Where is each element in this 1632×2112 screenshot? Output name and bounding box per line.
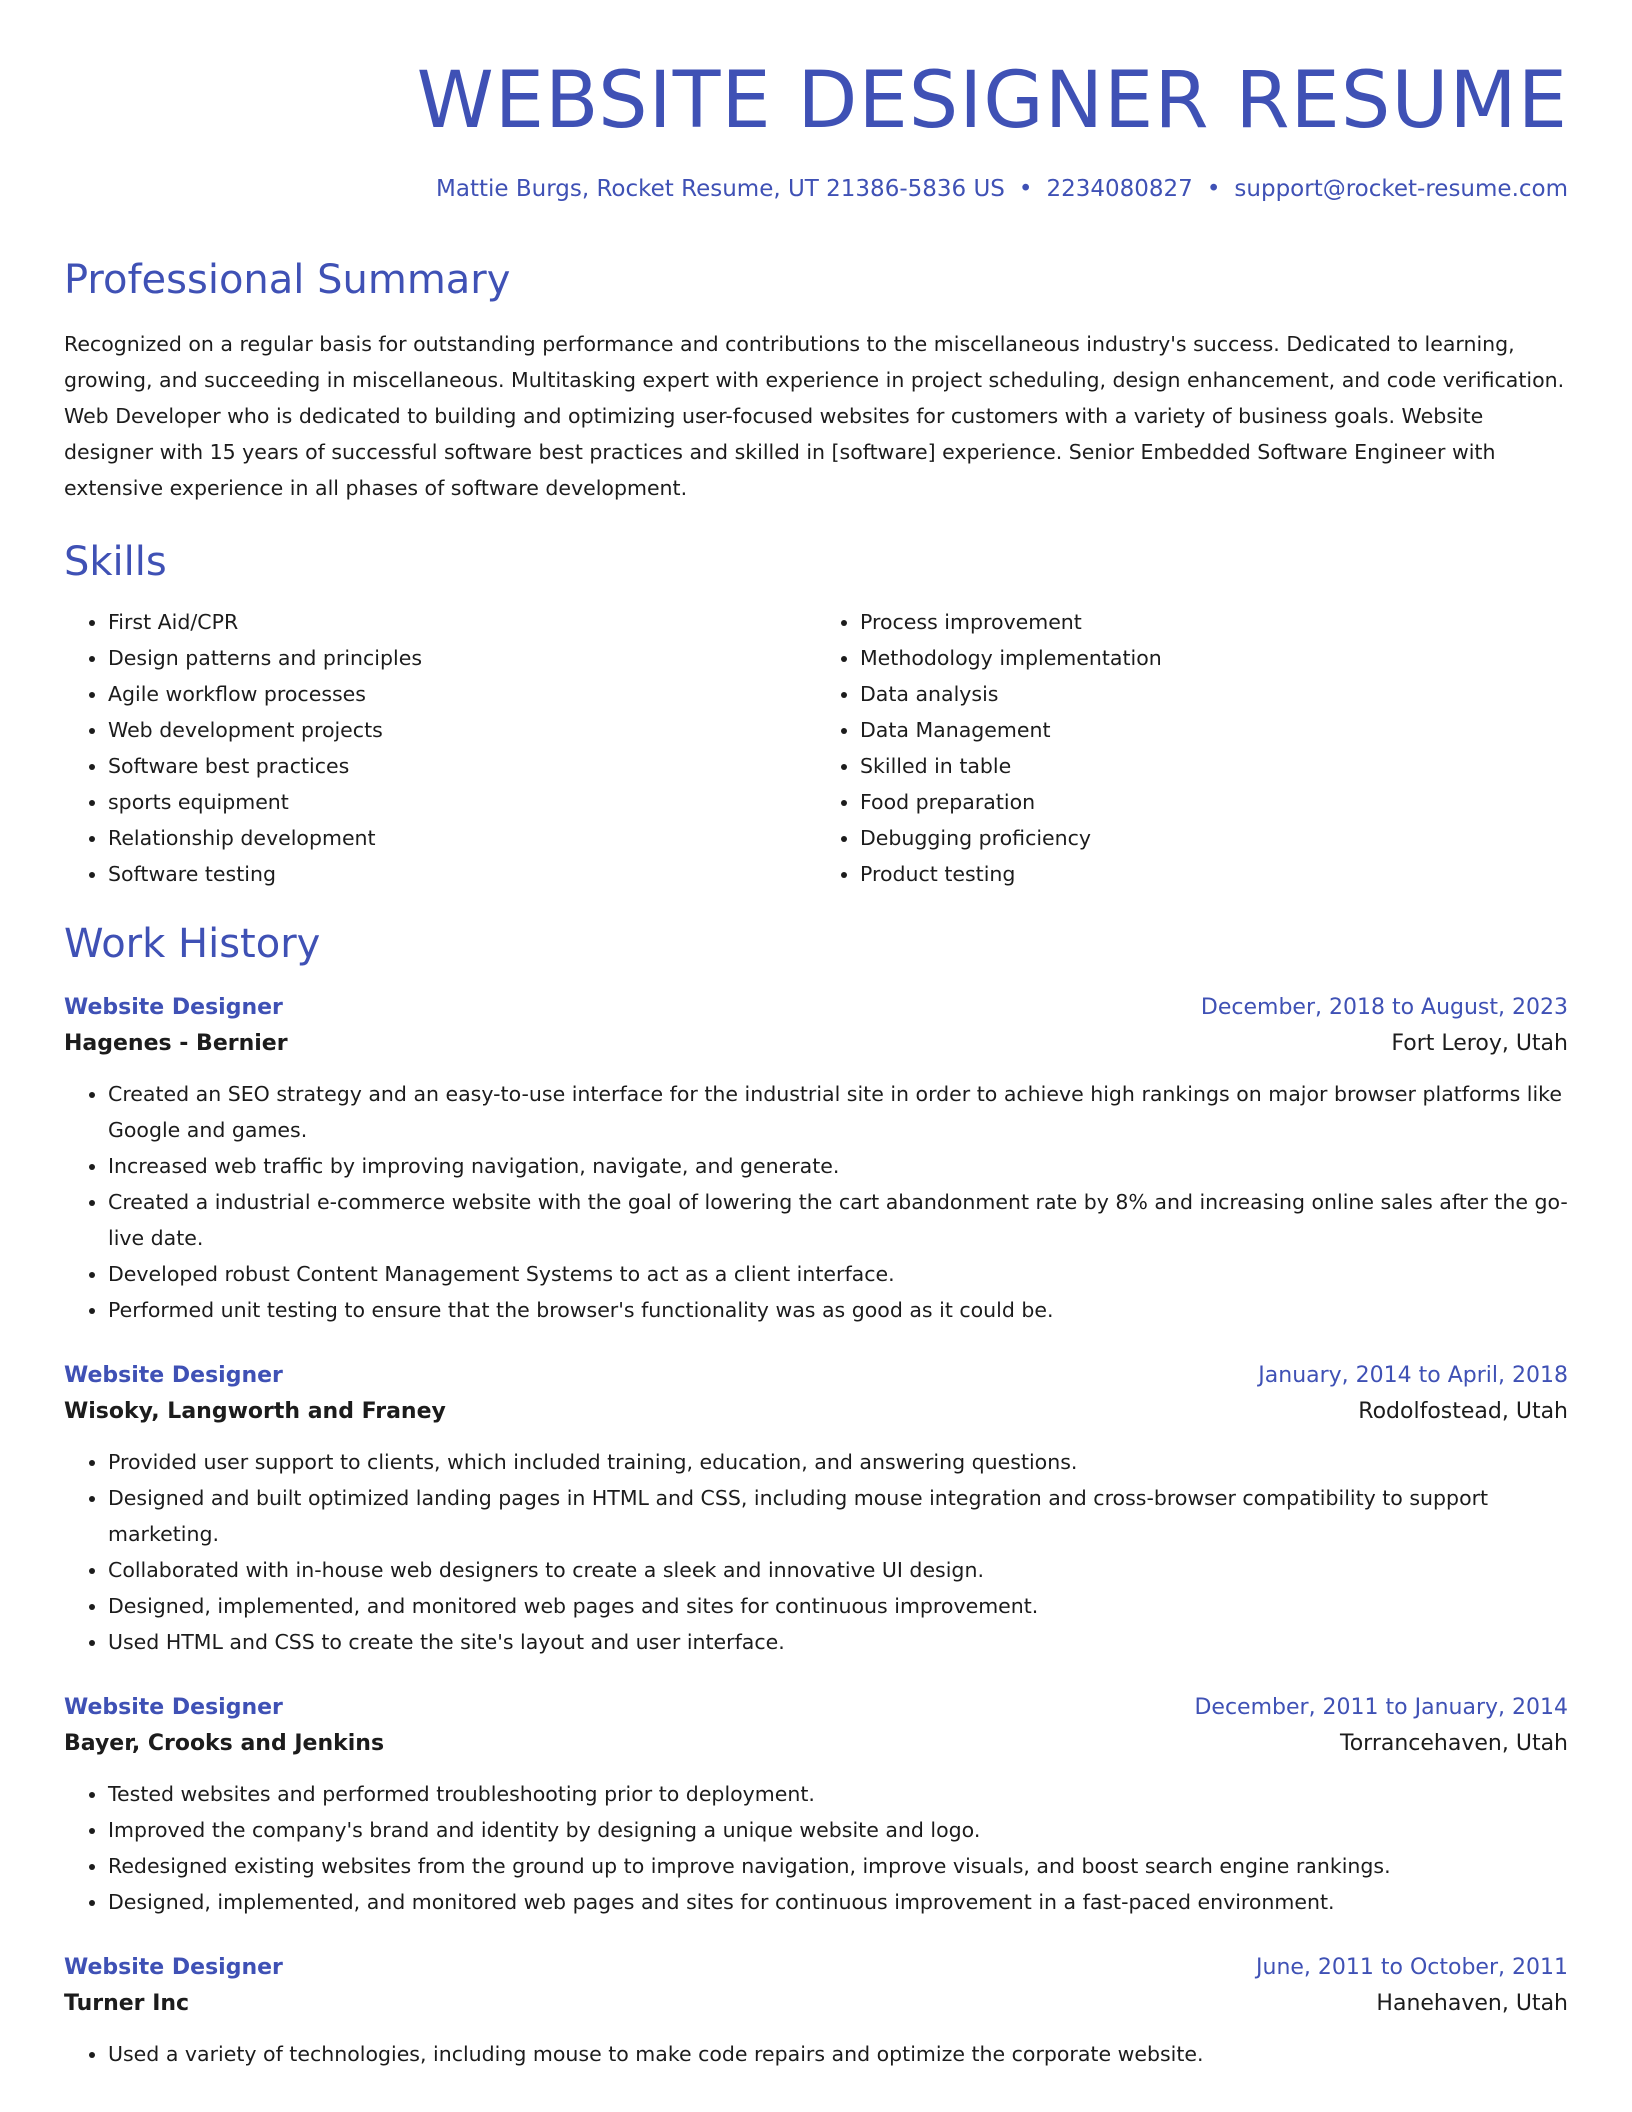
contact-line [64, 176, 1568, 204]
skills-heading: Skills [64, 538, 167, 585]
resume-title: WEBSITE DESIGNER RESUME [416, 56, 1568, 146]
skill-item: • Web development projects [108, 712, 816, 748]
job-company-row [64, 1394, 1568, 1430]
job-entry [64, 990, 1568, 1328]
job-bullets [64, 1444, 1568, 1660]
job-company: Wisoky, Langworth and Franey [64, 1398, 446, 1424]
separator-dot: • [1206, 176, 1221, 202]
job-bullet: • Designed, implemented, and monitored web pages and sites for continuous improvement. [108, 1588, 1568, 1624]
skill-item: • Software best practices [108, 748, 816, 784]
job-bullets [64, 1776, 1568, 1920]
job-header-row [64, 1950, 1568, 1986]
contact-phone: 2234080827 [1046, 176, 1193, 202]
contact-address: Mattie Burgs, Rocket Resume, UT 21386-5836 US [436, 176, 1005, 202]
job-bullet: • Collaborated with in-house web designers to create a sleek and innovative UI design. [108, 1552, 1568, 1588]
job-dates: December, 2018 to August, 2023 [1200, 994, 1568, 1020]
contact-email: support@rocket-resume.com [1234, 176, 1568, 202]
skill-item: • Food preparation [860, 784, 1568, 820]
job-bullet: • Performed unit testing to ensure that the browser's functionality was as good as it could be. [108, 1292, 1568, 1328]
job-dates: January, 2014 to April, 2018 [1258, 1362, 1568, 1388]
job-bullet: • Designed, implemented, and monitored web pages and sites for continuous improvement in a fast-paced environment. [108, 1884, 1568, 1920]
skill-item: • sports equipment [108, 784, 816, 820]
job-title: Website Designer [64, 994, 283, 1020]
job-bullets [64, 2036, 1568, 2072]
skill-item: • First Aid/CPR [108, 604, 816, 640]
job-location: Torrancehaven, Utah [1340, 1730, 1568, 1756]
job-company: Bayer, Crooks and Jenkins [64, 1730, 385, 1756]
summary-text: Recognized on a regular basis for outstanding performance and contributions to the miscellaneous industry's success. Dedicated to learning, growing, and succeeding in miscellaneous. Multitasking expert with experience in project scheduling, design enhancement, and code verification. Web Developer who is dedicated to building and optimizing user-focused websites for customers with a variety of business goals. Website designer with 15 years of successful software best practices and skilled in [software] experience. Senior Embedded Software Engineer with extensive experience in all phases of software development. [64, 331, 1565, 500]
skill-item: • Debugging proficiency [860, 820, 1568, 856]
job-bullet: • Redesigned existing websites from the ground up to improve navigation, improve visuals, and boost search engine rankings. [108, 1848, 1568, 1884]
job-company-row [64, 1726, 1568, 1762]
job-company-row [64, 1026, 1568, 1062]
skills-column-right [816, 604, 1568, 892]
job-bullet: • Provided user support to clients, which included training, education, and answering questions. [108, 1444, 1568, 1480]
skill-item: • Data analysis [860, 676, 1568, 712]
job-location: Hanehaven, Utah [1376, 1990, 1568, 2016]
skill-item: • Skilled in table [860, 748, 1568, 784]
job-company-row [64, 1986, 1568, 2022]
skills-list [64, 604, 1568, 892]
work-history-heading: Work History [64, 920, 321, 967]
skill-item: • Relationship development [108, 820, 816, 856]
job-entry [64, 1950, 1568, 2072]
separator-dot: • [1018, 176, 1033, 202]
job-bullet: • Developed robust Content Management Systems to act as a client interface. [108, 1256, 1568, 1292]
skill-item: • Product testing [860, 856, 1568, 892]
job-header-row [64, 1358, 1568, 1394]
job-bullet: • Tested websites and performed troubleshooting prior to deployment. [108, 1776, 1568, 1812]
job-bullet: • Created an SEO strategy and an easy-to-use interface for the industrial site in order to achieve high rankings on major browser platforms like Google and games. [108, 1076, 1568, 1148]
job-bullet: • Used a variety of technologies, including mouse to make code repairs and optimize the corporate website. [108, 2036, 1568, 2072]
skill-item: • Methodology implementation [860, 640, 1568, 676]
job-bullet: • Created a industrial e-commerce website with the goal of lowering the cart abandonment rate by 8% and increasing online sales after the go-live date. [108, 1184, 1568, 1256]
job-title: Website Designer [64, 1362, 283, 1388]
skill-item: • Agile workflow processes [108, 676, 816, 712]
job-company: Hagenes - Bernier [64, 1030, 288, 1056]
skill-item: • Software testing [108, 856, 816, 892]
job-entry [64, 1358, 1568, 1660]
job-bullet: • Used HTML and CSS to create the site's layout and user interface. [108, 1624, 1568, 1660]
skills-column-left [64, 604, 816, 892]
job-location: Rodolfostead, Utah [1358, 1398, 1568, 1424]
summary-heading: Professional Summary [64, 256, 511, 303]
job-header-row [64, 990, 1568, 1026]
skill-item: • Data Management [860, 712, 1568, 748]
job-bullet: • Improved the company's brand and identity by designing a unique website and logo. [108, 1812, 1568, 1848]
job-bullet: • Increased web traffic by improving navigation, navigate, and generate. [108, 1148, 1568, 1184]
skill-item: • Design patterns and principles [108, 640, 816, 676]
job-header-row [64, 1690, 1568, 1726]
job-dates: June, 2011 to October, 2011 [1256, 1954, 1568, 1980]
skill-item: • Process improvement [860, 604, 1568, 640]
job-entry [64, 1690, 1568, 1920]
job-title: Website Designer [64, 1954, 283, 1980]
job-bullets [64, 1076, 1568, 1328]
job-bullet: • Designed and built optimized landing pages in HTML and CSS, including mouse integration and cross-browser compatibility to support marketing. [108, 1480, 1568, 1552]
job-title: Website Designer [64, 1694, 283, 1720]
job-location: Fort Leroy, Utah [1391, 1030, 1568, 1056]
job-dates: December, 2011 to January, 2014 [1194, 1694, 1568, 1720]
job-company: Turner Inc [64, 1990, 190, 2016]
